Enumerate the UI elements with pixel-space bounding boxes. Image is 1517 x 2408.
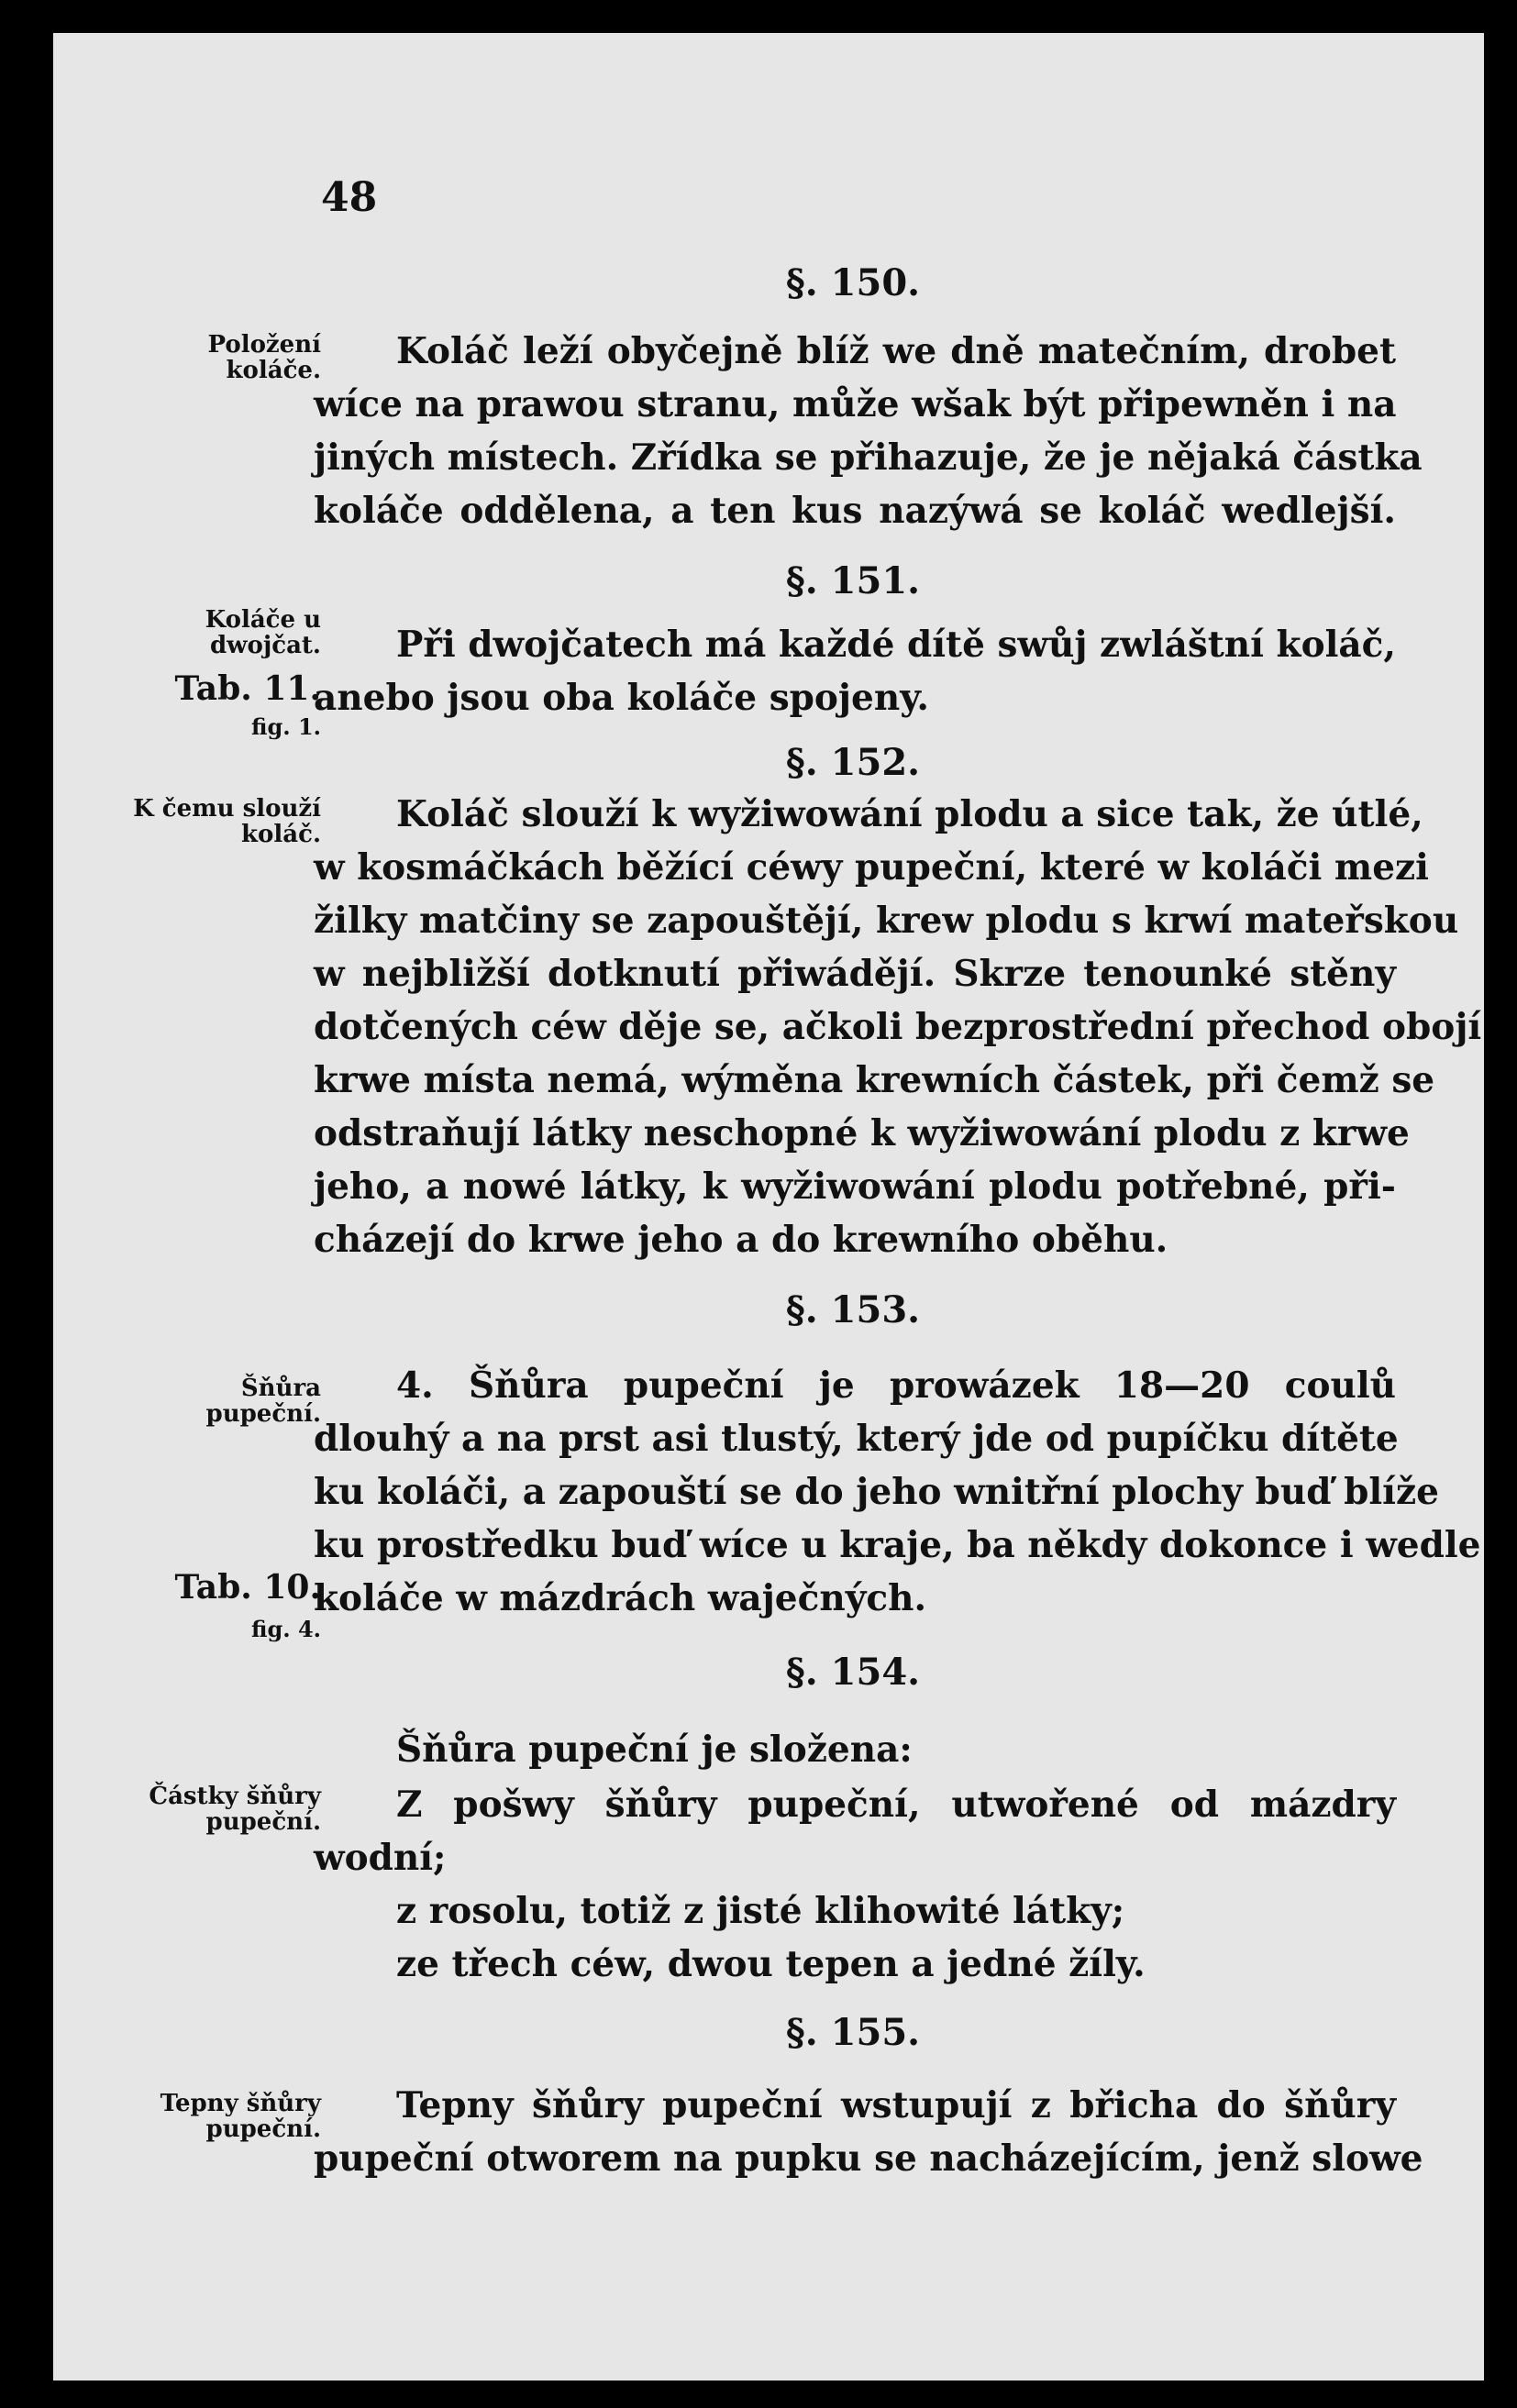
text-line: wodní; [314, 1837, 447, 1879]
text-line: ze třech céw, dwou tepen a jedné žíly. [396, 1943, 1146, 1985]
text-line: pupeční otworem na pupku se nacházejícím, jenž slowe [314, 2137, 1423, 2180]
text-line: w kosmáčkách běžící céwy pupeční, které w koláči mezi [314, 846, 1429, 889]
margin-note-castky: Částky šňůry pupeční. [149, 1783, 321, 1836]
text-line: koláče oddělena, a ten kus nazýwá se koláč wedlejší. [314, 490, 1396, 532]
text-line: 4. Šňůra pupeční je prowázek 18—20 coulů [396, 1364, 1396, 1407]
text-line: anebo jsou oba koláče spojeny. [314, 677, 929, 719]
page-number: 48 [321, 174, 378, 221]
text-line: jiných místech. Zřídka se přihazuje, že je nějaká částka [314, 436, 1423, 479]
text-line: odstraňují látky neschopné k wyžiwowání plodu z krwe [314, 1112, 1410, 1154]
text-line: krwe místa nemá, wýměna krewních částek, při čemž se [314, 1059, 1435, 1101]
section-heading-153: §. 153. [785, 1288, 921, 1331]
margin-note-polozeni: Položení koláče. [207, 331, 321, 384]
margin-note-dwojcata: Koláče u dwojčat. [205, 606, 321, 659]
text-line: wíce na prawou stranu, může wšak být připewněn i na [314, 383, 1397, 425]
text-line: Při dwojčatech má každé dítě swůj zwláštní koláč, [396, 624, 1397, 666]
margin-figure-ref: fig. 1. [251, 713, 321, 740]
section-heading-152: §. 152. [785, 741, 921, 784]
section-heading-154: §. 154. [785, 1651, 921, 1694]
section-heading-155: §. 155. [785, 2011, 921, 2054]
text-line: Koláč slouží k wyžiwowání plodu a sice tak, že útlé, [396, 793, 1423, 835]
text-line: z rosolu, totiž z jisté klihowité látky; [396, 1890, 1125, 1932]
text-line: dotčených céw děje se, ačkoli bezprostřední přechod obojí [314, 1006, 1482, 1048]
margin-note-k-cemu: K čemu slouží koláč. [133, 795, 321, 848]
text-line: koláče w mázdrách waječných. [314, 1577, 927, 1619]
margin-note-snura: Šňůra pupeční. [205, 1375, 321, 1428]
text-line: w nejbližší dotknutí přiwádějí. Skrze tenounké stěny [314, 953, 1396, 995]
text-line: Z pošwy šňůry pupeční, utwořené od mázdry [396, 1784, 1396, 1826]
text-line: jeho, a nowé látky, k wyžiwowání plodu potřebné, při- [314, 1165, 1396, 1208]
margin-figure-ref: fig. 4. [251, 1616, 321, 1642]
text-line: Koláč leží obyčejně blíž we dně matečním, drobet [396, 330, 1396, 372]
text-line: cházejí do krwe jeho a do krewního oběhu. [314, 1219, 1168, 1261]
text-line: ku koláči, a zapouští se do jeho wnitřní plochy buď blíže [314, 1471, 1439, 1513]
section-heading-151: §. 151. [785, 559, 921, 602]
margin-table-ref: Tab. 11. [174, 669, 321, 708]
margin-note-tepny: Tepny šňůry pupeční. [160, 2090, 321, 2143]
text-line: Šňůra pupeční je složena: [396, 1729, 913, 1771]
text-line: žilky matčiny se zapouštějí, krew plodu s krwí mateřskou [314, 900, 1459, 942]
margin-table-ref: Tab. 10. [174, 1568, 321, 1607]
text-line: dlouhý a na prst asi tlustý, který jde od pupíčku dítěte [314, 1418, 1399, 1460]
section-heading-150: §. 150. [785, 261, 921, 304]
text-line: ku prostředku buď wíce u kraje, ba někdy dokonce i wedle [314, 1524, 1481, 1566]
text-line: Tepny šňůry pupeční wstupují z břicha do šňůry [396, 2084, 1396, 2126]
